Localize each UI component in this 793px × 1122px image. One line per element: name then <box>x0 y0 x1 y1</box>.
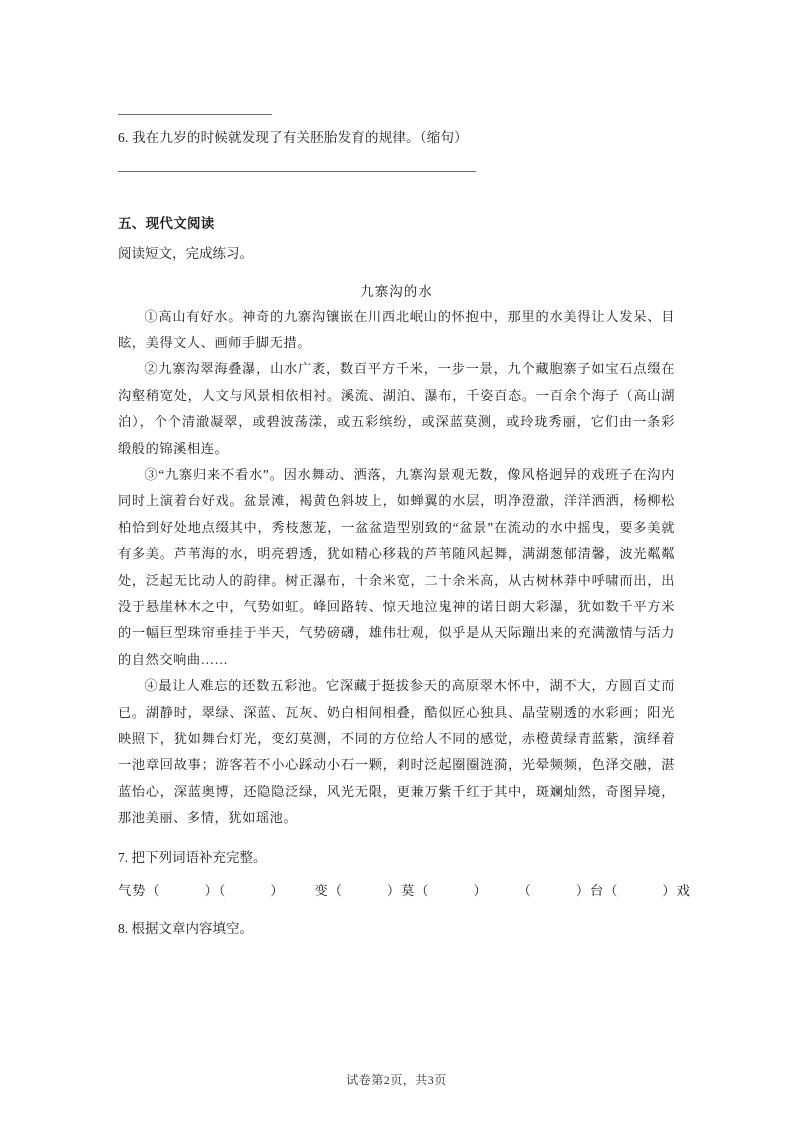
section-heading-five: 五、现代文阅读 <box>118 215 215 231</box>
answer-line-question-6 <box>118 171 476 172</box>
article-title: 九寨沟的水 <box>360 283 433 299</box>
blank-group-2-prefix: 变（ <box>314 882 343 898</box>
blank-group-2-suffix: ）莫（ <box>386 882 430 898</box>
page-footer: 试卷第2页，共3页 <box>346 1073 447 1087</box>
question-8: 8. 根据文章内容填空。 <box>118 921 253 937</box>
answer-line-top <box>118 114 272 115</box>
blank-group-1-mid: ）（ <box>204 882 227 898</box>
section-instruction: 阅读短文，完成练习。 <box>118 245 253 261</box>
question-7-blanks <box>118 878 691 903</box>
article-paragraph: ④最让人难忘的还数五彩池。它深藏于挺拔参天的高原翠木怀中，湖不大，方圆百丈而已。湖静时，翠绿、深蓝、瓦灰、奶白相间相叠，酷似匠心独具、晶莹剔透的水彩画；阳光映照下，犹如舞台灯光，变幻莫测，不同的方位给人不同的感觉，赤橙黄绿青蓝紫，演绎着一池章回故事；游客若不小心踩动小石一颗，剎时泛起圈圈涟漪，光晕频频，色泽交融，湛蓝怡心，深蓝奥博，还隐隐泛绿，风光无限，更兼万紫千红于其中，斑斓灿然，奇图异境，那池美丽、多情，犹如瑶池。 <box>118 678 675 826</box>
blank-group-3-suffix: ）戏 <box>662 882 691 898</box>
article-paragraph: ②九寨沟翠海叠瀑，山水广袤，数百平方千米，一步一景，九个藏胞寨子如宝石点缀在沟壑稍宽处，人文与风景相依相衬。溪流、湖泊、瀑布，千姿百态。一百余个海子（高山湖泊），个个清澈凝翠，或碧波荡漾，或五彩缤纷，或深蓝莫测，或玲珑秀丽，它们由一条彩缎般的锦溪相连。 <box>118 361 675 456</box>
blank-group-3-mid: ）台（ <box>575 882 619 898</box>
blank-group-1-prefix: 气势（ <box>118 882 161 898</box>
question-6: 6. 我在九岁的时候就发现了有关胚胎发育的规律。（缩句） <box>118 130 468 145</box>
blank-group-3-prefix: （ <box>517 882 532 898</box>
article-paragraph: ③“九寨归来不看水”。因水舞动、洒落，九寨沟景观无数，像风格迥异的戏班子在沟内同时上演着台好戏。盆景滩，褐黄色斜坡上，如蝉翼的水层，明净澄澈，洋洋洒洒，杨柳松柏恰到好处地点缀其中，秀枝葱茏，一盆盆造型别致的“盆景”在流动的水中摇曳，要多美就有多美。芦苇海的水，明亮碧透，犹如精心移栽的芦苇随风起舞，满湖葱郁清馨，波光粼粼处，泛起无比动人的韵律。树正瀑布，十余米宽，二十余米高，从古树林莽中呼啸而出，出没于悬崖林木之中，气势如虹。峰回路转、惊天地泣鬼神的诺日朗大彩瀑，犹如数千平方米的一幅巨型珠帘垂挂于半天，气势磅礴，雄伟壮观，似乎是从天际蹦出来的充满激情与活力的自然交响曲…… <box>118 467 675 667</box>
blank-group-1-suffix: ） <box>270 882 285 898</box>
article-paragraph: ①高山有好水。神奇的九寨沟镶嵌在川西北岷山的怀抱中，那里的水美得让人发呆、目眩，美得文人、画师手脚无措。 <box>118 308 675 350</box>
blank-group-2-end: ） <box>473 882 488 898</box>
question-7: 7. 把下列词语补充完整。 <box>118 849 267 865</box>
